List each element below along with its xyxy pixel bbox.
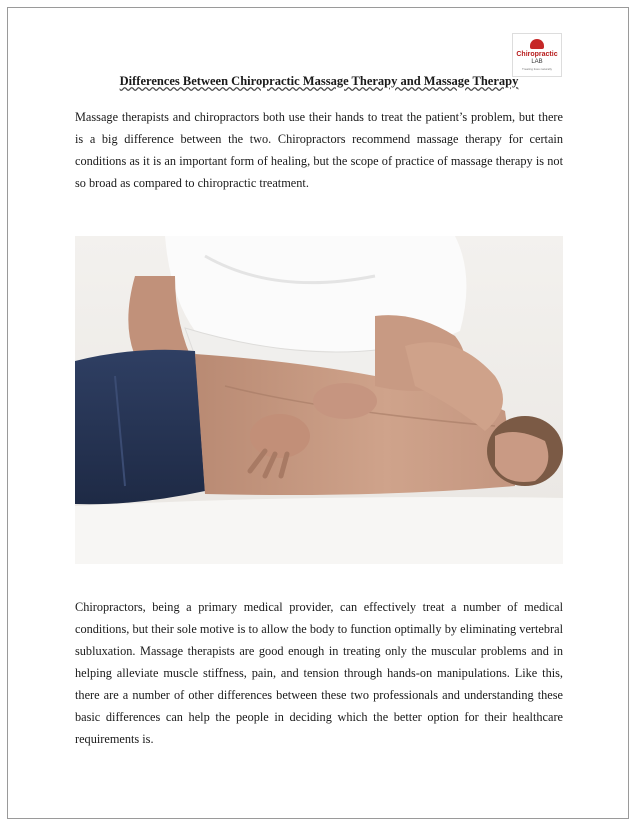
intro-paragraph: Massage therapists and chiropractors both use their hands to treat the patient’s problem, but there is a big difference between the two. Chiropractors recommend massage therapy for certain conditions as it is an important form of healing, but the scope of practice of massage therapy is not so broad as compared to chiropractic treatment. [75,110,563,190]
clinic-logo [512,33,562,77]
logo-text: Chiropractic [516,51,558,58]
massage-therapy-photo [75,236,563,564]
logo-subtext: LAB [531,59,543,65]
logo-tagline: Treating lives naturally [522,67,552,71]
document-title: Differences Between Chiropractic Massage Therapy and Massage Therapy [119,74,519,88]
logo-icon [530,39,544,49]
body-paragraph: Chiropractors, being a primary medical provider, can effectively treat a number of medical conditions, but their sole motive is to allow the body to function optimally by eliminating vertebral subluxation. Massage therapists are good enough in treating only the muscular problems and in helping alleviate muscle stiffness, pain, and tension through hands-on manipulations. Like this, there are a number of other differences between these two professionals and understanding these basic differences can help the people in deciding which the better option for their healthcare requirements is. [75,600,563,746]
